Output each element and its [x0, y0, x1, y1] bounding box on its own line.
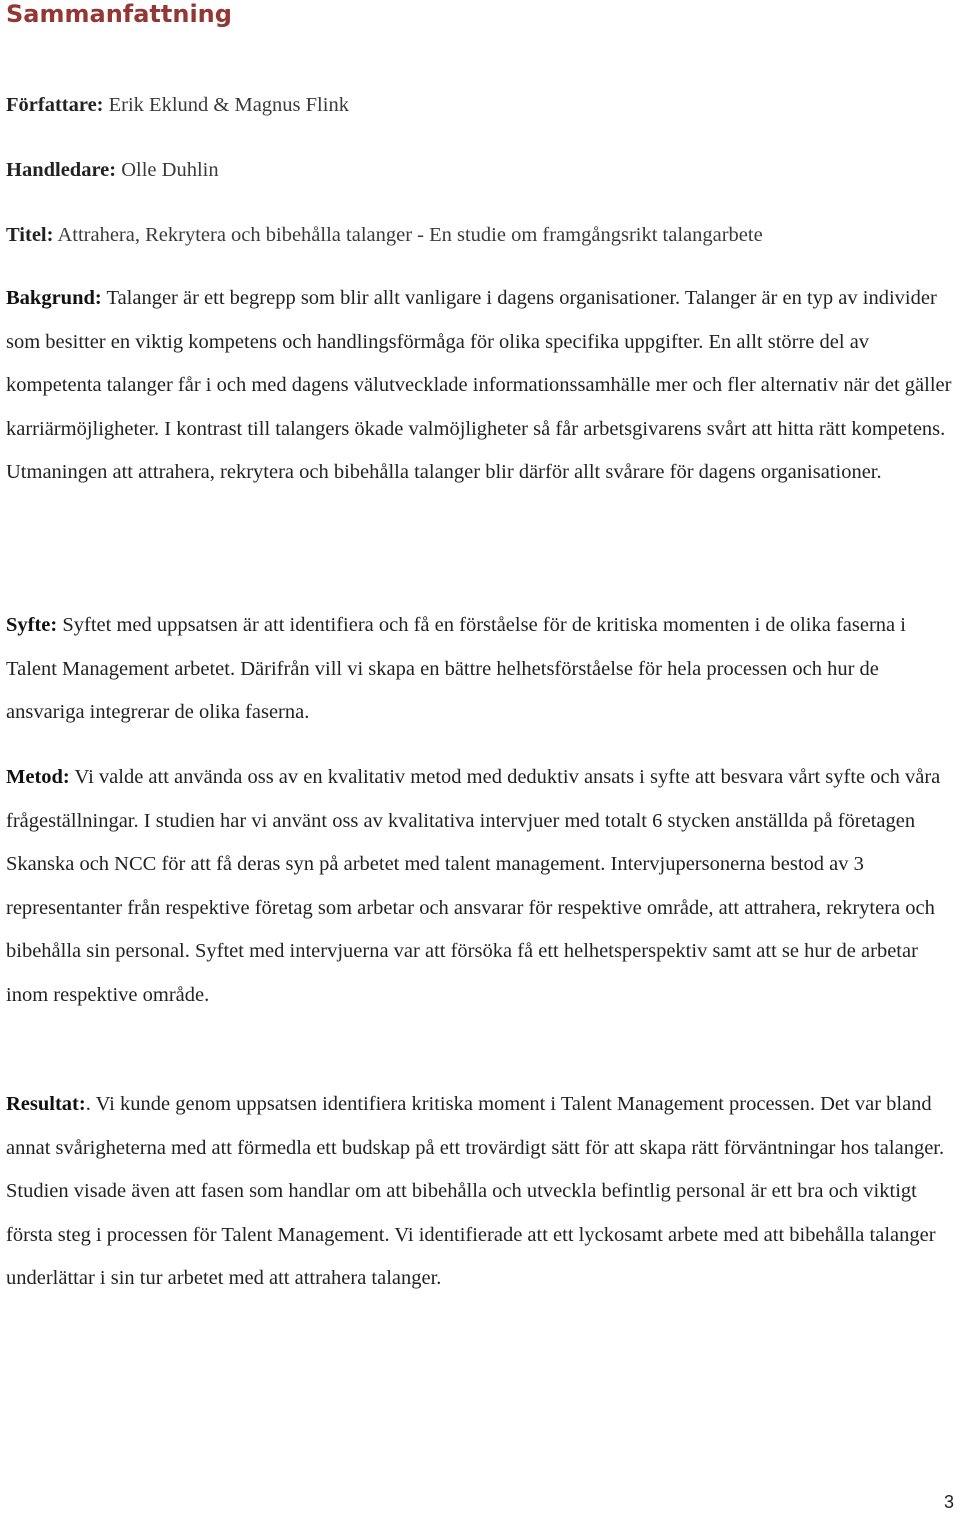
background-label: Bakgrund:: [6, 287, 102, 309]
authors-line: [6, 93, 349, 117]
supervisor-label: Handledare:: [6, 159, 117, 181]
background-text: Talanger är ett begrepp som blir allt vanligare i dagens organisationer. Talanger är en typ av individer som besitter en viktig kompetens och handlingsförmåga för olika specifika uppgifter. En allt större del av kompetenta talanger får i och med dagens välutvecklade informationssamhälle mer och fler alternativ när det gäller karriärmöjligheter. I kontrast till talangers ökade valmöjligheter så får arbetsgivarens svårt att hitta rätt kompetens. Utmaningen att attrahera, rekrytera och bibehålla talanger blir därför allt svårare för dagens organisationer.: [6, 287, 952, 484]
title-line: [6, 223, 763, 247]
result-section: [6, 1083, 958, 1301]
method-text: Vi valde att använda oss av en kvalitativ metod med deduktiv ansats i syfte att besvara vårt syfte och våra frågeställningar. I studien har vi använt oss av kvalitativa intervjuer med totalt 6 stycken anställda på företagen Skanska och NCC för att få deras syn på arbetet med talent management. Intervjupersonerna bestod av 3 representanter från respektive företag som arbetar och ansvarar för respektive område, att attrahera, rekrytera och bibehålla sin personal. Syftet med intervjuerna var att försöka få ett helhetsperspektiv samt att se hur de arbetar inom respektive område.: [6, 766, 941, 1006]
authors-value: Erik Eklund & Magnus Flink: [103, 94, 349, 116]
supervisor-value: Olle Duhlin: [116, 159, 219, 181]
result-label: Resultat:: [6, 1093, 86, 1115]
page-title: Sammanfattning: [6, 0, 232, 28]
result-text: . Vi kunde genom uppsatsen identifiera kritiska moment i Talent Management processen. Det var bland annat svårigheterna med att förmedla ett budskap på ett trovärdigt sätt för att skapa rätt förväntningar hos talanger. Studien visade även att fasen som handlar om att bibehålla och utveckla befintlig personal är ett bra och viktigt första steg i processen för Talent Management. Vi identifierade att ett lyckosamt arbete med att bibehålla talanger underlättar i sin tur arbetet med att attrahera talanger.: [6, 1093, 945, 1290]
supervisor-line: [6, 158, 219, 182]
title-value: Attrahera, Rekrytera och bibehålla talanger - En studie om framgångsrikt talangarbete: [53, 224, 763, 246]
authors-label: Författare:: [6, 94, 104, 116]
purpose-text: Syftet med uppsatsen är att identifiera och få en förståelse för de kritiska momenten i de olika faserna i Talent Management arbetet. Därifrån vill vi skapa en bättre helhetsförståelse för hela processen och hur de ansvariga integrerar de olika faserna.: [6, 614, 906, 724]
page-number: 3: [943, 1492, 954, 1512]
purpose-label: Syfte:: [6, 614, 58, 636]
title-label: Titel:: [6, 224, 54, 246]
background-section: [6, 277, 958, 495]
method-label: Metod:: [6, 766, 70, 788]
purpose-section: [6, 604, 958, 735]
method-section: [6, 756, 958, 1018]
